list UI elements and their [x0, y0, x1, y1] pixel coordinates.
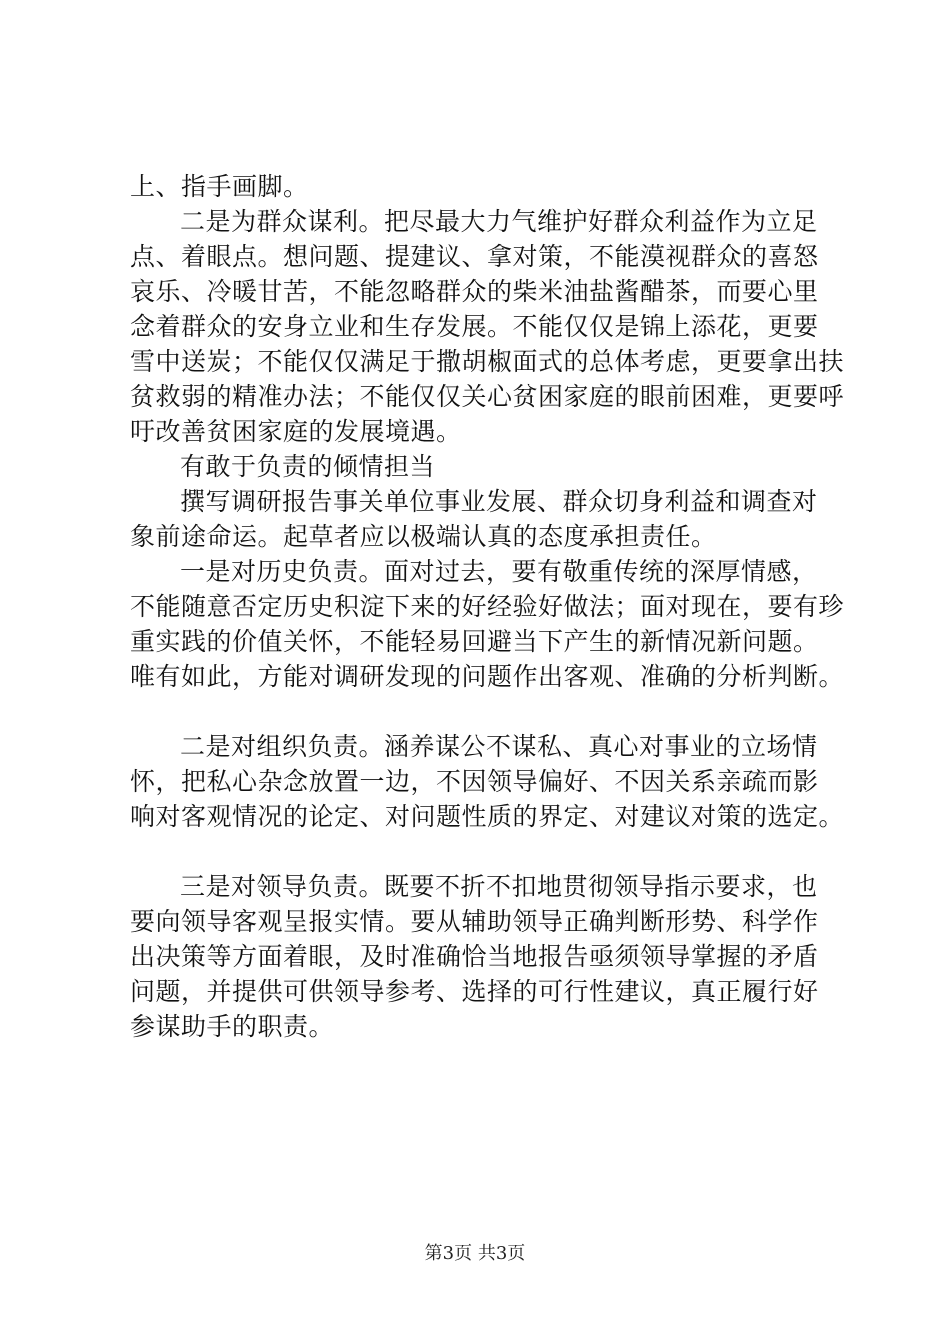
text-line: 参谋助手的职责。	[130, 1012, 335, 1041]
page-number-footer: 第3页 共3页	[424, 1243, 526, 1264]
text-line: 象前途命运。起草者应以极端认真的态度承担责任。	[130, 522, 717, 551]
text-line: 不能随意否定历史积淀下来的好经验好做法；面对现在，要有珍	[130, 592, 845, 621]
text-line: 出决策等方面着眼，及时准确恰当地报告亟须领导掌握的矛盾	[130, 942, 819, 971]
text-line: 哀乐、冷暖甘苦，不能忽略群众的柴米油盐酱醋茶，而要心里	[130, 277, 819, 306]
text-line: 雪中送炭；不能仅仅满足于撒胡椒面式的总体考虑，更要拿出扶	[130, 347, 845, 376]
text-line: 响对客观情况的论定、对问题性质的界定、对建议对策的选定。	[130, 802, 845, 831]
section-heading: 有敢于负责的倾情担当	[180, 452, 436, 481]
text-line: 吁改善贫困家庭的发展境遇。	[130, 417, 462, 446]
text-line: 点、着眼点。想问题、提建议、拿对策，不能漠视群众的喜怒	[130, 242, 819, 271]
text-line: 撰写调研报告事关单位事业发展、群众切身利益和调查对	[180, 487, 818, 516]
text-line: 唯有如此，方能对调研发现的问题作出客观、准确的分析判断。	[130, 662, 845, 691]
text-line: 重实践的价值关怀，不能轻易回避当下产生的新情况新问题。	[130, 627, 819, 656]
text-line: 二是对组织负责。涵养谋公不谋私、真心对事业的立场情	[180, 732, 818, 761]
text-line: 二是为群众谋利。把尽最大力气维护好群众利益作为立足	[180, 207, 818, 236]
text-line: 贫救弱的精准办法；不能仅仅关心贫困家庭的眼前困难，更要呼	[130, 382, 845, 411]
text-line: 一是对历史负责。面对过去，要有敬重传统的深厚情感，	[180, 557, 818, 586]
text-line: 念着群众的安身立业和生存发展。不能仅仅是锦上添花，更要	[130, 312, 819, 341]
text-line: 问题，并提供可供领导参考、选择的可行性建议，真正履行好	[130, 977, 819, 1006]
text-line: 三是对领导负责。既要不折不扣地贯彻领导指示要求，也	[180, 872, 818, 901]
text-line: 怀，把私心杂念放置一边，不因领导偏好、不因关系亲疏而影	[130, 767, 819, 796]
text-line: 要向领导客观呈报实情。要从辅助领导正确判断形势、科学作	[130, 907, 819, 936]
text-line: 上、指手画脚。	[130, 172, 309, 201]
